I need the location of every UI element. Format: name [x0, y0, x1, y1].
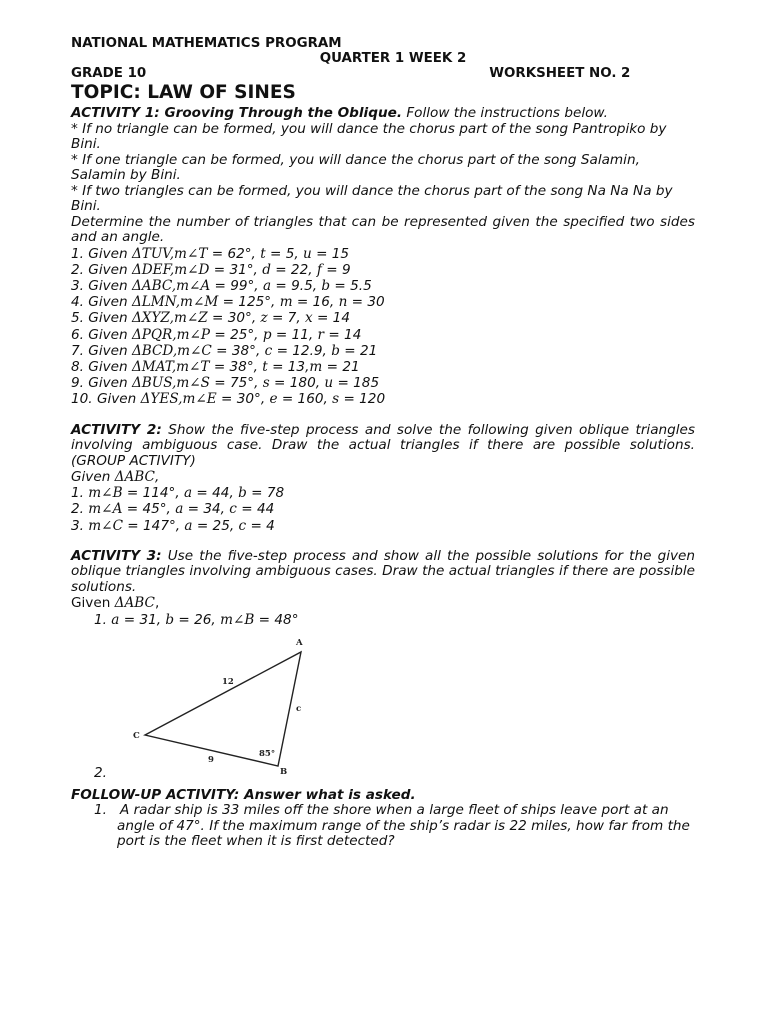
- worksheet-number: WORKSHEET NO. 2: [489, 66, 631, 81]
- activity2-heading: ACTIVITY 2:: [71, 421, 162, 438]
- quarter-week: QUARTER 1 WEEK 2: [319, 51, 467, 66]
- activity3-given: Given ΔABC,: [71, 595, 160, 612]
- activity3-instructions: Use the five-step process and show all the possible solutions for the given oblique triangles involving ambiguous cases. Draw the actual triangles if there are possible solutions.: [71, 547, 696, 595]
- followup-heading: FOLLOW-UP ACTIVITY: Answer what is asked.: [71, 786, 416, 803]
- activity1-rule-two: * If two triangles can be formed, you will dance the chorus part of the song Na Na Na by Bini.: [71, 182, 673, 214]
- activity2-list: [71, 485, 695, 534]
- side-ca-label: 12: [222, 677, 234, 687]
- activity1-heading: ACTIVITY 1: Grooving Through the Oblique.: [71, 105, 403, 121]
- activity1-item: 9. Given ΔBUS,m∠S = 75°, s = 180, u = 185: [71, 375, 380, 392]
- vertex-b-label: B: [280, 767, 288, 777]
- triangle-outline: [145, 652, 301, 766]
- activity1-list: [71, 246, 695, 408]
- triangle-figure: [128, 634, 324, 778]
- activity3-item-2: 2.: [94, 764, 107, 781]
- activity1-intro: [71, 106, 695, 122]
- activity2-item: 2. m∠A = 45°, a = 34, c = 44: [71, 501, 275, 518]
- activity1-item: 8. Given ΔMAT,m∠T = 38°, t = 13,m = 21: [71, 358, 360, 375]
- grade-row: [71, 66, 695, 81]
- angle-b-label: 85°: [259, 749, 276, 759]
- activity1-item: 6. Given ΔPQR,m∠P = 25°, p = 11, r = 14: [71, 326, 362, 343]
- activity1-rule-none: * If no triangle can be formed, you will dance the chorus part of the song Pantropiko by Bini.: [71, 120, 667, 152]
- header: [71, 36, 695, 81]
- activity3-text: [71, 549, 695, 596]
- activity1-rule-one: * If one triangle can be formed, you will dance the chorus part of the song Salamin, Salamin by Bini.: [71, 151, 640, 183]
- activity3-item-1: 1. a = 31, b = 26, m∠B = 48°: [94, 611, 299, 628]
- followup-item-1: 1. A radar ship is 33 miles off the shore when a large fleet of ships leave port at an angle of 47°. If the maximum range of the ship’s radar is 22 miles, how far from the port is the fleet when it is first detected?: [94, 802, 690, 850]
- side-c-label: c: [296, 704, 302, 714]
- side-cb-label: 9: [208, 755, 214, 765]
- activity2-item: 1. m∠B = 114°, a = 44, b = 78: [71, 485, 285, 502]
- activity1-item: 10. Given ΔYES,m∠E = 30°, e = 160, s = 120: [71, 391, 386, 408]
- activity1-item: 3. Given ΔABC,m∠A = 99°, a = 9.5, b = 5.5: [71, 277, 372, 294]
- activity1-item: 1. Given ΔTUV,m∠T = 62°, t = 5, u = 15: [71, 245, 350, 262]
- page-title: TOPIC: LAW OF SINES: [71, 82, 296, 103]
- activity1-item: 5. Given ΔXYZ,m∠Z = 30°, z = 7, x = 14: [71, 310, 350, 327]
- activity3-heading: ACTIVITY 3:: [71, 547, 162, 564]
- activity2-instructions: Show the five-step process and solve the following given oblique triangles involving ambiguous case. Draw the actual triangles if there are possible solutions. (GROUP ACTIVITY): [71, 421, 695, 469]
- activity1-item: 4. Given ΔLMN,m∠M = 125°, m = 16, n = 30: [71, 294, 385, 311]
- activity1-item: 7. Given ΔBCD,m∠C = 38°, c = 12.9, b = 21: [71, 342, 378, 359]
- program-title: NATIONAL MATHEMATICS PROGRAM: [71, 36, 342, 51]
- activity2-given: Given ΔABC,: [71, 469, 160, 486]
- activity2-text: [71, 423, 695, 470]
- vertex-a-label: A: [296, 638, 303, 648]
- activity2-item: 3. m∠C = 147°, a = 25, c = 4: [71, 517, 275, 534]
- activity1-item: 2. Given ΔDEF,m∠D = 31°, d = 22, f = 9: [71, 261, 351, 278]
- vertex-c-label: C: [133, 731, 140, 741]
- activity1-instructions: Follow the instructions below.: [402, 105, 608, 121]
- grade-label: GRADE 10: [71, 66, 147, 81]
- activity1-task: Determine the number of triangles that can be represented given the specified two sides and an angle.: [71, 213, 695, 245]
